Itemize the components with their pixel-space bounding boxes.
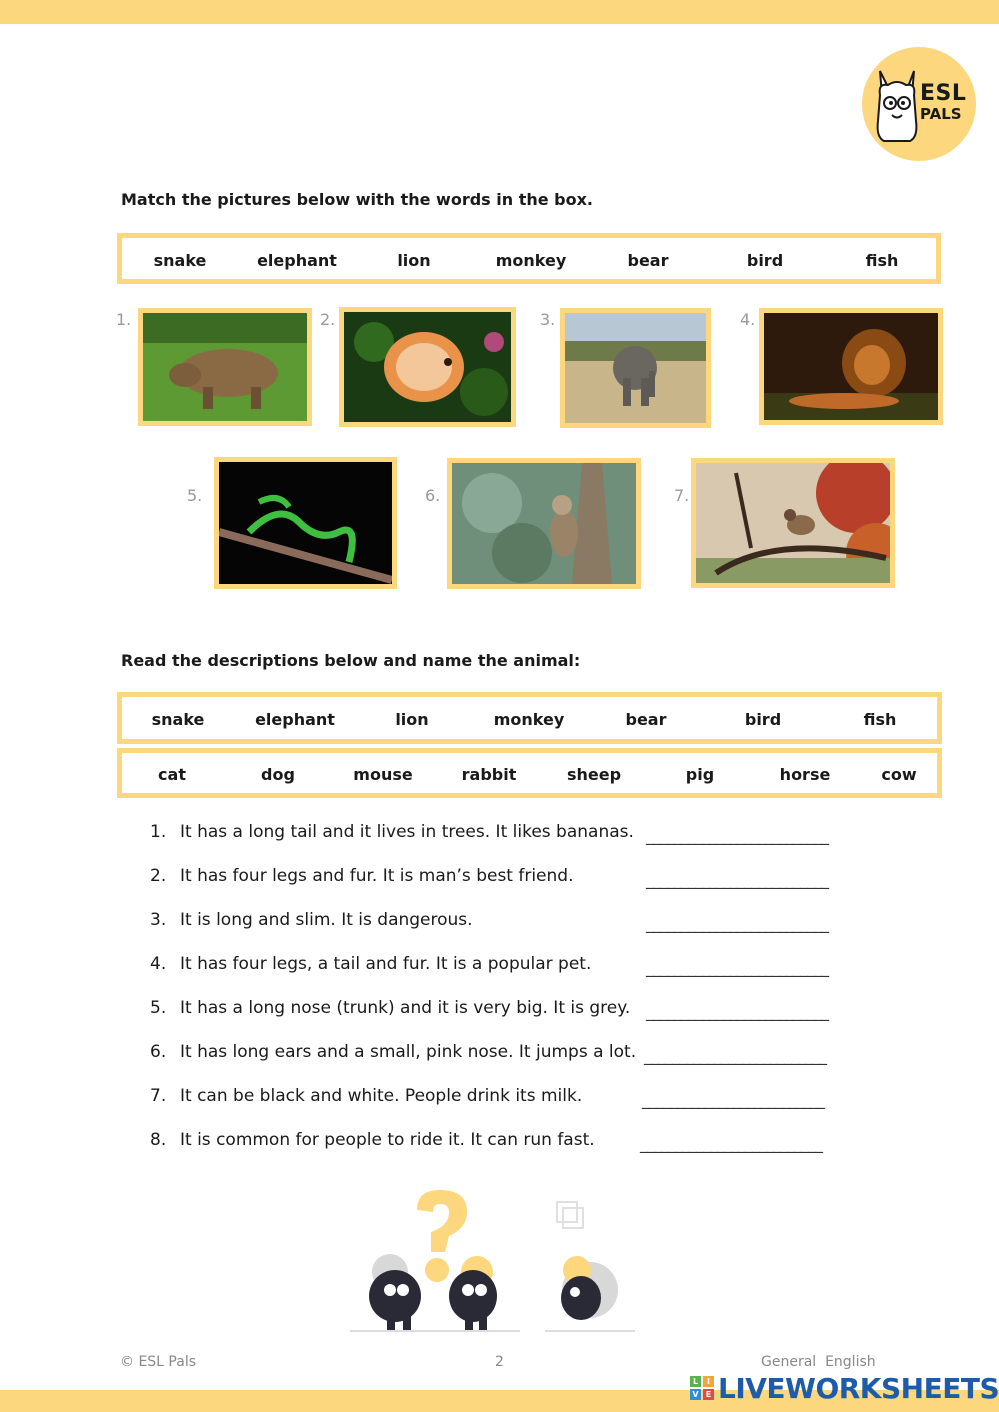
footer-copyright: © ESL Pals: [120, 1354, 197, 1370]
top-accent-bar: [0, 0, 999, 24]
word-box-item: snake: [151, 710, 205, 729]
word-box-item: fish: [865, 251, 899, 270]
picture-number: 1.: [116, 310, 132, 329]
logo-text-line2: PALS: [920, 105, 962, 123]
liveworksheets-watermark: [690, 1373, 999, 1403]
word-box-2: [117, 692, 942, 744]
picture-number: 2.: [320, 310, 336, 329]
liveworksheets-logo-icon: L I V E: [690, 1376, 714, 1400]
word-box-item: lion: [397, 251, 431, 270]
description-item: 6. It has long ears and a small, pink nose. It jumps a lot.: [150, 1042, 637, 1062]
description-item: 8. It is common for people to ride it. It can run fast.: [150, 1130, 595, 1150]
word-box-item: monkey: [495, 251, 567, 270]
picture-number: 4.: [740, 310, 756, 329]
monkey-photo: [447, 458, 641, 589]
word-box-1: [117, 233, 941, 284]
word-box-item: sheep: [566, 765, 622, 784]
description-item: 7. It can be black and white. People drink its milk.: [150, 1086, 583, 1106]
footer-category: General English: [761, 1354, 876, 1370]
word-box-item: cow: [881, 765, 917, 784]
answer-blank[interactable]: __________________________: [646, 1002, 828, 1021]
footer-page-number: 2: [495, 1354, 504, 1370]
instruction-match: Match the pictures below with the words in the box.: [121, 190, 593, 209]
description-item: 1. It has a long tail and it lives in trees. It likes bananas.: [150, 822, 634, 842]
description-item: 5. It has a long nose (trunk) and it is very big. It is grey.: [150, 998, 631, 1018]
word-box-item: bird: [746, 251, 784, 270]
word-box-item: horse: [779, 765, 831, 784]
picture-number: 6.: [425, 486, 441, 505]
word-box-item: elephant: [257, 251, 337, 270]
answer-blank[interactable]: __________________________: [644, 1046, 826, 1065]
word-box-item: fish: [863, 710, 897, 729]
elephant-photo: [560, 308, 711, 428]
characters-illustration: [345, 1190, 640, 1335]
answer-blank[interactable]: __________________________: [640, 1134, 822, 1153]
answer-blank[interactable]: __________________________: [642, 1090, 824, 1109]
snake-photo: [214, 457, 397, 589]
word-box-item: dog: [261, 765, 295, 784]
picture-number: 5.: [187, 486, 203, 505]
answer-blank[interactable]: __________________________: [646, 914, 828, 933]
llama-icon: [874, 65, 920, 145]
word-box-item: lion: [395, 710, 429, 729]
answer-blank[interactable]: __________________________: [646, 870, 828, 889]
logo-text-line1: ESL: [920, 81, 967, 106]
word-box-item: elephant: [255, 710, 335, 729]
word-box-item: mouse: [353, 765, 413, 784]
word-box-item: snake: [153, 251, 207, 270]
esl-pals-logo: [862, 47, 976, 161]
word-box-item: bear: [627, 251, 669, 270]
liveworksheets-text: LIVEWORKSHEETS: [718, 1371, 999, 1405]
word-box-item: pig: [685, 765, 715, 784]
word-box-3: [117, 748, 942, 798]
word-box-item: monkey: [493, 710, 565, 729]
lion-photo: [759, 308, 943, 425]
word-box-item: cat: [158, 765, 186, 784]
answer-blank[interactable]: __________________________: [646, 958, 828, 977]
description-item: 4. It has four legs, a tail and fur. It is a popular pet.: [150, 954, 592, 974]
answer-blank[interactable]: __________________________: [646, 826, 828, 845]
bird-photo: [691, 458, 895, 588]
bear-photo: [138, 308, 312, 426]
fish-photo: [339, 307, 516, 427]
word-box-item: bear: [625, 710, 667, 729]
description-item: 3. It is long and slim. It is dangerous.: [150, 910, 473, 930]
instruction-describe: Read the descriptions below and name the animal:: [121, 651, 581, 670]
word-box-item: rabbit: [461, 765, 517, 784]
word-box-item: bird: [744, 710, 782, 729]
picture-number: 3.: [540, 310, 556, 329]
picture-number: 7.: [674, 486, 690, 505]
description-item: 2. It has four legs and fur. It is man’s best friend.: [150, 866, 574, 886]
